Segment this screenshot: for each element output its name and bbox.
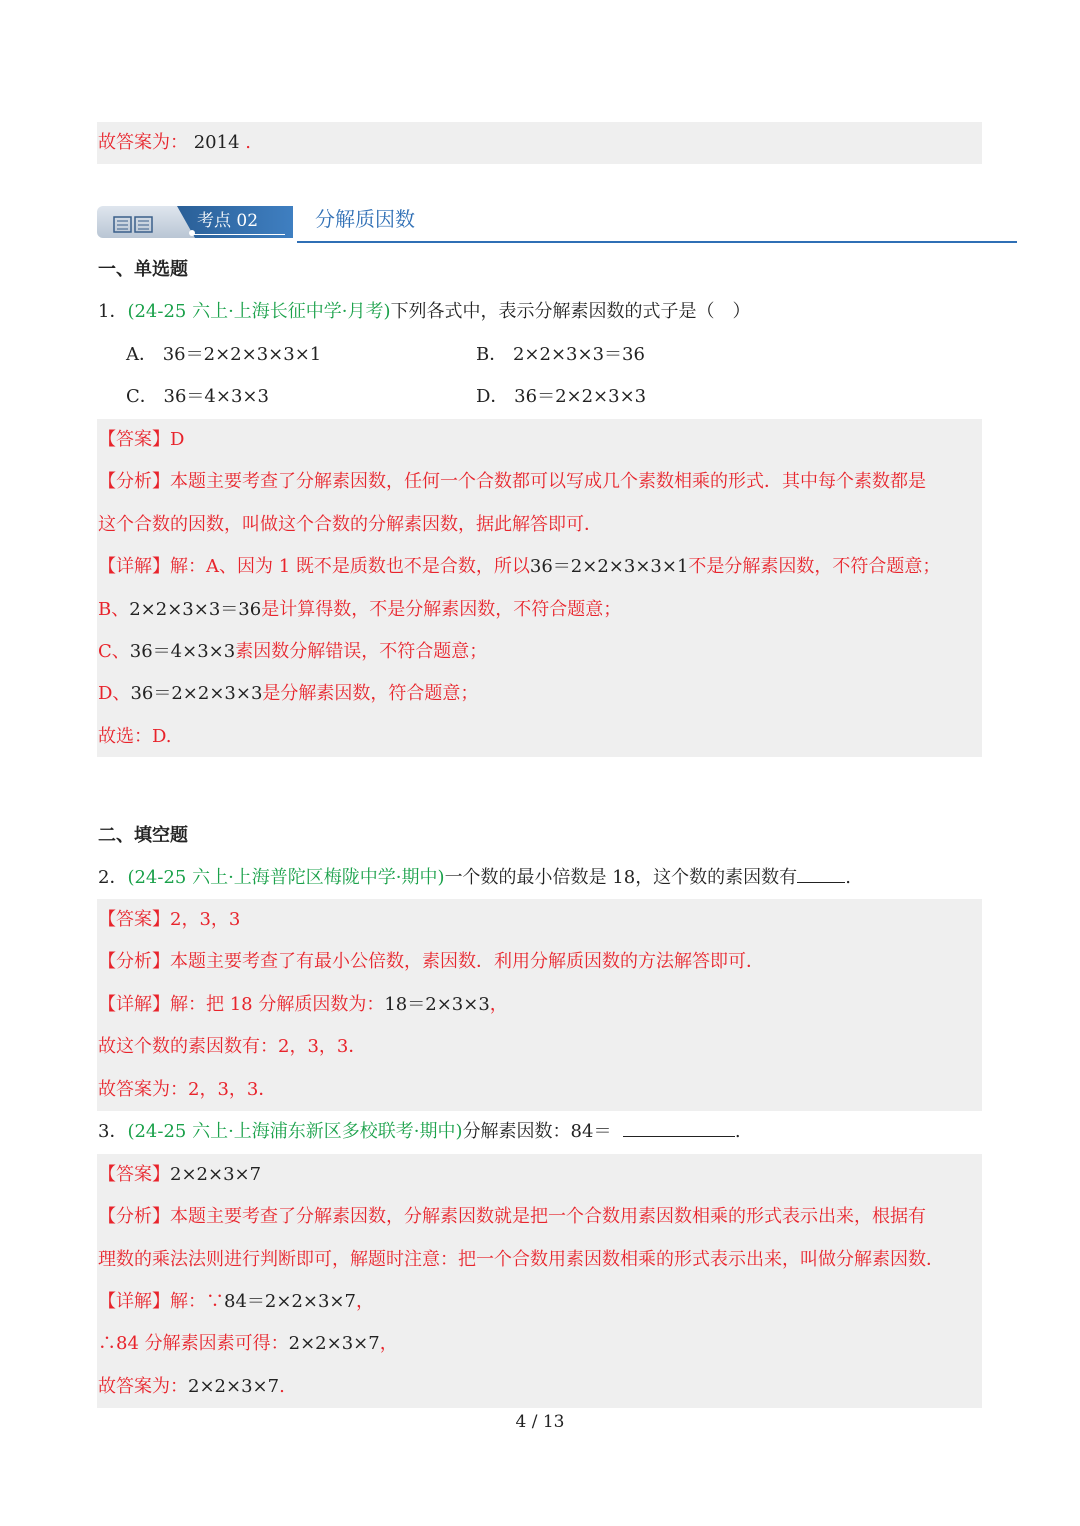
q1-conclusion: 故选：D.	[98, 726, 172, 747]
q3-end: .	[734, 1121, 741, 1142]
q1-detail-1	[98, 555, 940, 579]
q1-detail-3b: 36＝4×3×3	[129, 641, 236, 662]
q2-detail-1	[98, 993, 508, 1017]
q1-number: 1．	[98, 301, 128, 322]
q2-analysis	[98, 950, 764, 974]
q1-option-a-text: 36＝2×2×3×3×1	[162, 344, 322, 365]
q1-detail-4	[98, 682, 478, 706]
q1-detail-tag: 【详解】	[98, 556, 170, 577]
q2-end: .	[845, 867, 851, 888]
q3-detail-tag: 【详解】	[98, 1291, 170, 1312]
q1-detail-2	[98, 598, 621, 622]
q3-detail-1b: 84＝2×2×3×7	[224, 1291, 356, 1312]
top-answer-end: .	[245, 132, 252, 153]
q3-detail-2b: 2×2×3×7	[288, 1333, 380, 1354]
q3-detail-2c: ，	[379, 1333, 398, 1354]
q3-answer	[98, 1163, 261, 1187]
q1-option-d-text: 36＝2×2×3×3	[514, 386, 647, 407]
q1-detail-1a: 解：A、因为 1 既不是质数也不是合数，所以	[170, 556, 530, 577]
q2-text: 一个数的最小倍数是 18，这个数的素因数有	[444, 867, 798, 888]
q2-detail-1b: 18＝2×3×3	[384, 994, 490, 1015]
q2-detail-2: 故这个数的素因数有：2，3，3．	[98, 1036, 367, 1057]
q3-answer-tag: 【答案】	[98, 1164, 170, 1185]
q1-detail-2b: 2×2×3×3＝36	[129, 599, 262, 620]
q3-detail-2a: ∴84 分解素因素可得：	[98, 1333, 289, 1354]
q2-analysis-text: 本题主要考查了有最小公倍数，素因数．利用分解质因数的方法解答即可．	[170, 951, 764, 972]
q2-blank[interactable]	[797, 866, 845, 883]
q1-source: (24-25 六上·上海长征中学·月考)	[127, 301, 391, 322]
page-number: 4 / 13	[515, 1412, 565, 1432]
q3-analysis-2: 理数的乘法法则进行判断即可，解题时注意：把一个合数用素因数相乘的形式表示出来，叫做分解素因数．	[98, 1249, 944, 1270]
q3-analysis-text-1: 本题主要考查了分解素因数，分解素因数就是把一个合数用素因数相乘的形式表示出来，根据有	[170, 1206, 926, 1227]
section-badge-dot	[189, 230, 195, 236]
q1-answer-tag: 【答案】	[98, 429, 170, 450]
q1-detail-3a: C、	[98, 641, 130, 662]
q2-detail-1c: ，	[489, 994, 508, 1015]
section-badge-underline	[193, 234, 285, 235]
q1-option-b-text: 2×2×3×3＝36	[512, 344, 645, 365]
q1-detail-3c: 素因数分解错误，不符合题意；	[235, 641, 488, 662]
q2-answer-value: 2，3，3	[170, 909, 241, 930]
q3-solution-box	[97, 1154, 982, 1408]
q1-option-a	[126, 343, 321, 367]
q3-conclusion-c: .	[279, 1376, 285, 1397]
q1-analysis-2: 这个合数的因数，叫做这个合数的分解素因数，据此解答即可．	[98, 514, 602, 535]
q3-source: (24-25 六上·上海浦东新区多校联考·期中)	[127, 1121, 463, 1142]
section-header	[97, 204, 1017, 244]
q3-blank[interactable]	[623, 1120, 735, 1137]
section-title: 分解质因数	[315, 207, 415, 231]
q3-conclusion-a: 故答案为：	[98, 1376, 188, 1397]
q2-number: 2．	[98, 867, 128, 888]
q1-detail-3	[98, 640, 487, 664]
q1-detail-4a: D、	[98, 683, 131, 704]
q3-analysis-tag: 【分析】	[98, 1206, 170, 1227]
part1-heading: 一、单选题	[98, 259, 188, 280]
q1-option-d-key: D．	[476, 386, 509, 407]
q2-answer	[98, 908, 240, 932]
q3-detail-1c: ，	[355, 1291, 374, 1312]
q1-answer-value: D	[170, 429, 185, 450]
q2-answer-tag: 【答案】	[98, 909, 170, 930]
q1-option-b-key: B．	[476, 344, 508, 365]
q2-detail-tag: 【详解】	[98, 994, 170, 1015]
q2-analysis-tag: 【分析】	[98, 951, 170, 972]
q3-number: 3．	[98, 1121, 128, 1142]
q1-option-c-key: C．	[126, 386, 158, 407]
q2-detail-1a: 解：把 18 分解质因数为：	[170, 994, 385, 1015]
q1-analysis-tag: 【分析】	[98, 471, 170, 492]
top-answer-line	[98, 131, 251, 155]
q3-detail-2	[98, 1332, 398, 1356]
q1-option-b	[476, 343, 645, 367]
q1-detail-1b: 36＝2×2×3×3×1	[529, 556, 689, 577]
q3-answer-value: 2×2×3×7	[170, 1164, 262, 1185]
q1-detail-2c: 是计算得数，不是分解素因数，不符合题意；	[261, 599, 622, 620]
book-icon	[113, 216, 155, 234]
top-answer-value: 2014	[193, 132, 240, 153]
q1-analysis-text-1: 本题主要考查了分解素因数，任何一个合数都可以写成几个素数相乘的形式．其中每个素数都是	[170, 471, 926, 492]
q1-detail-2a: B、	[98, 599, 130, 620]
top-answer-label: 故答案为：	[98, 132, 188, 153]
q2-conclusion: 故答案为：2，3，3．	[98, 1079, 277, 1100]
q3-conclusion-b: 2×2×3×7	[188, 1376, 280, 1397]
q1-option-c	[126, 385, 269, 409]
q3-conclusion	[98, 1375, 285, 1399]
q2-stem	[98, 866, 851, 890]
q1-option-d	[476, 385, 646, 409]
q1-detail-4b: 36＝2×2×3×3	[130, 683, 263, 704]
q3-stem	[98, 1120, 741, 1144]
q3-detail-1	[98, 1290, 374, 1314]
q1-stem	[98, 300, 751, 324]
q3-detail-1a: 解：∵	[170, 1291, 224, 1312]
q1-option-a-key: A．	[126, 344, 157, 365]
q1-analysis-1	[98, 470, 926, 494]
q1-detail-1c: 不是分解素因数，不符合题意；	[688, 556, 941, 577]
q3-text: 分解素因数：84＝	[462, 1121, 612, 1142]
q2-source: (24-25 六上·上海普陀区梅陇中学·期中)	[127, 867, 445, 888]
q1-answer	[98, 428, 184, 452]
q3-analysis-1	[98, 1205, 926, 1229]
part2-heading: 二、填空题	[98, 825, 188, 846]
section-rule	[297, 241, 1017, 243]
q1-detail-4c: 是分解素因数，符合题意；	[262, 683, 479, 704]
q1-text: 下列各式中，表示分解素因数的式子是（ ）	[390, 301, 751, 322]
section-badge-label: 考点 02	[197, 211, 259, 231]
q1-option-c-text: 36＝4×3×3	[163, 386, 269, 407]
